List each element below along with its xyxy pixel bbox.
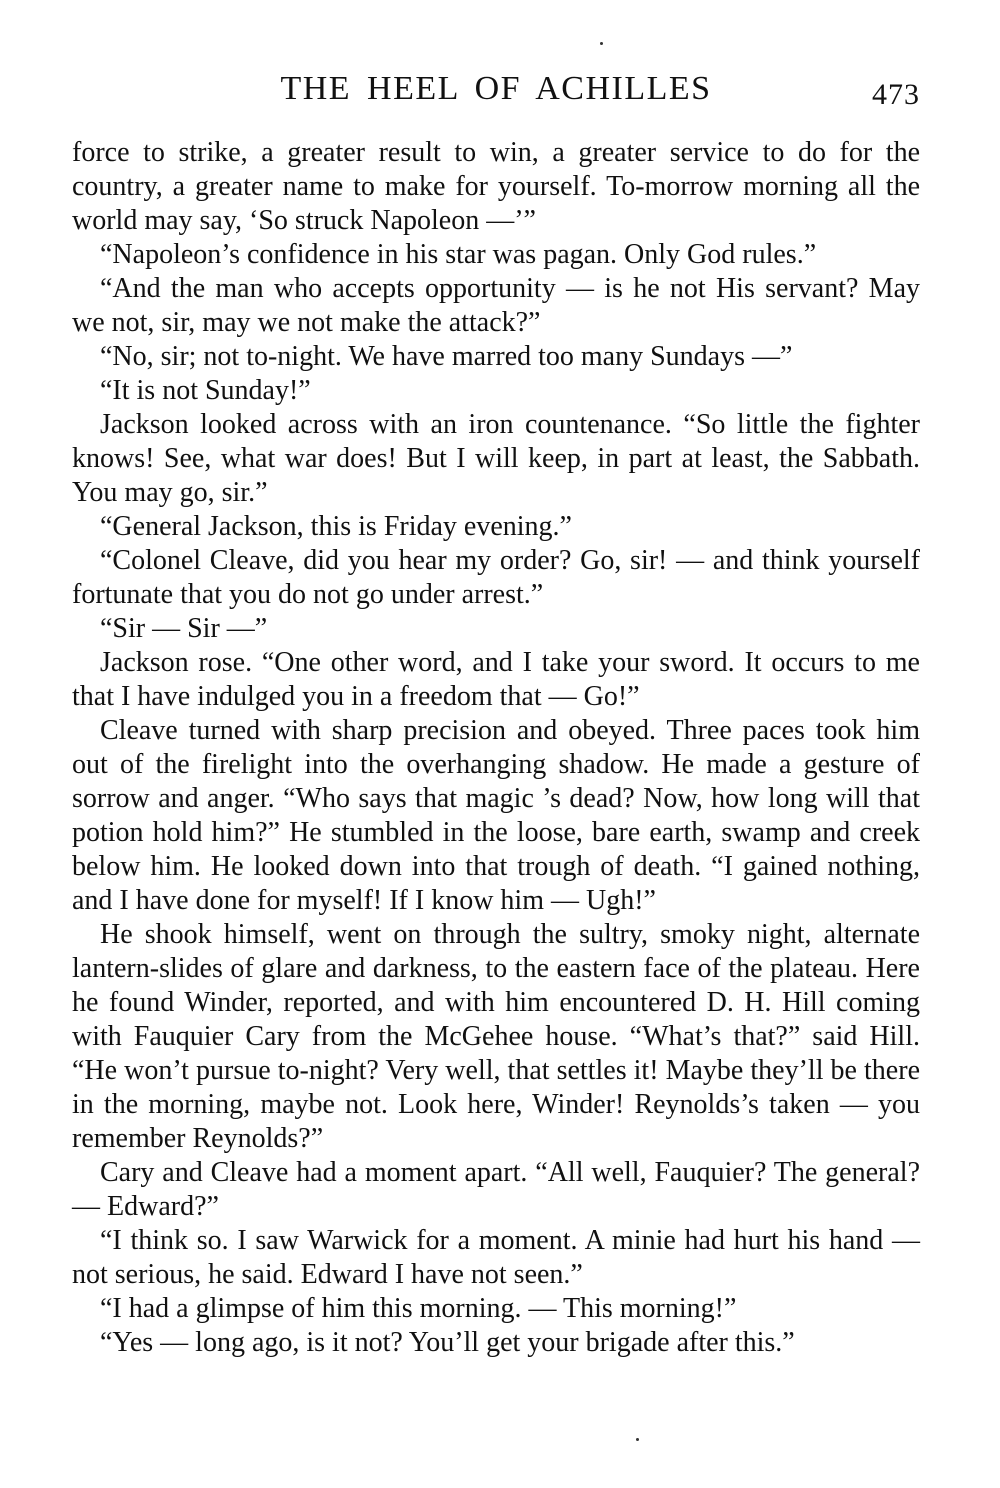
paragraph: “Napoleon’s confidence in his star was pagan. Only God rules.” bbox=[100, 239, 817, 270]
paragraph: Cleave turned with sharp precision and obeyed. Three paces took him out of the firelight into the overhanging shadow. He made a gesture of sorrow and anger. “Who says that magic ’s dead? Now, how long will that potion hold him?” He stumbled in the loose, bare earth, swamp and creek below him. He looked down into that trough of death. “I gained nothing, and I have done for myself! If I know him — Ugh!” bbox=[72, 715, 920, 916]
paragraph: Jackson looked across with an iron countenance. “So little the fighter knows! See, what war does! But I will keep, in part at least, the Sabbath. You may go, sir.” bbox=[72, 409, 920, 508]
paragraph: “Sir — Sir —” bbox=[100, 613, 268, 644]
paragraph: Jackson rose. “One other word, and I take your sword. It occurs to me that I have indulged you in a freedom that — Go!” bbox=[72, 647, 920, 712]
paragraph: “It is not Sunday!” bbox=[100, 375, 311, 406]
paragraph-continued: force to strike, a greater result to win, a greater service to do for the country, a greater name to make for yourself. To-morrow morning all the world may say, ‘So struck Napoleon —’” bbox=[72, 137, 920, 236]
page-header bbox=[72, 70, 920, 120]
paragraph: “I had a glimpse of him this morning. — This morning!” bbox=[100, 1293, 737, 1324]
paragraph: “No, sir; not to-night. We have marred too many Sundays —” bbox=[100, 341, 793, 372]
running-title: THE HEEL OF ACHILLES bbox=[280, 70, 712, 107]
paragraph: “And the man who accepts opportunity — is he not His servant? May we not, sir, may we not make the attack?” bbox=[72, 273, 920, 338]
paragraph: “Colonel Cleave, did you hear my order? Go, sir! — and think yourself fortunate that you do not go under arrest.” bbox=[72, 545, 920, 610]
paragraph: “Yes — long ago, is it not? You’ll get your brigade after this.” bbox=[100, 1327, 795, 1358]
body-text bbox=[72, 136, 920, 1360]
paragraph: “I think so. I saw Warwick for a moment. A minie had hurt his hand — not serious, he said. Edward I have not seen.” bbox=[72, 1225, 920, 1290]
paragraph: “General Jackson, this is Friday evening.” bbox=[100, 511, 572, 542]
scan-speck-bottom bbox=[636, 1438, 639, 1441]
book-page bbox=[72, 70, 920, 1360]
paragraph: He shook himself, went on through the sultry, smoky night, alternate lantern-slides of glare and darkness, to the eastern face of the plateau. Here he found Winder, reported, and with him encountered D. H. Hill coming with Fauquier Cary from the McGehee house. “What’s that?” said Hill. “He won’t pursue to-night? Very well, that settles it! Maybe they’ll be there in the morning, maybe not. Look here, Winder! Reynolds’s taken — you remember Reynolds?” bbox=[72, 919, 920, 1154]
scan-speck-top bbox=[600, 42, 603, 45]
paragraph: Cary and Cleave had a moment apart. “All well, Fauquier? The general? — Edward?” bbox=[72, 1157, 920, 1222]
page-number: 473 bbox=[872, 78, 920, 111]
